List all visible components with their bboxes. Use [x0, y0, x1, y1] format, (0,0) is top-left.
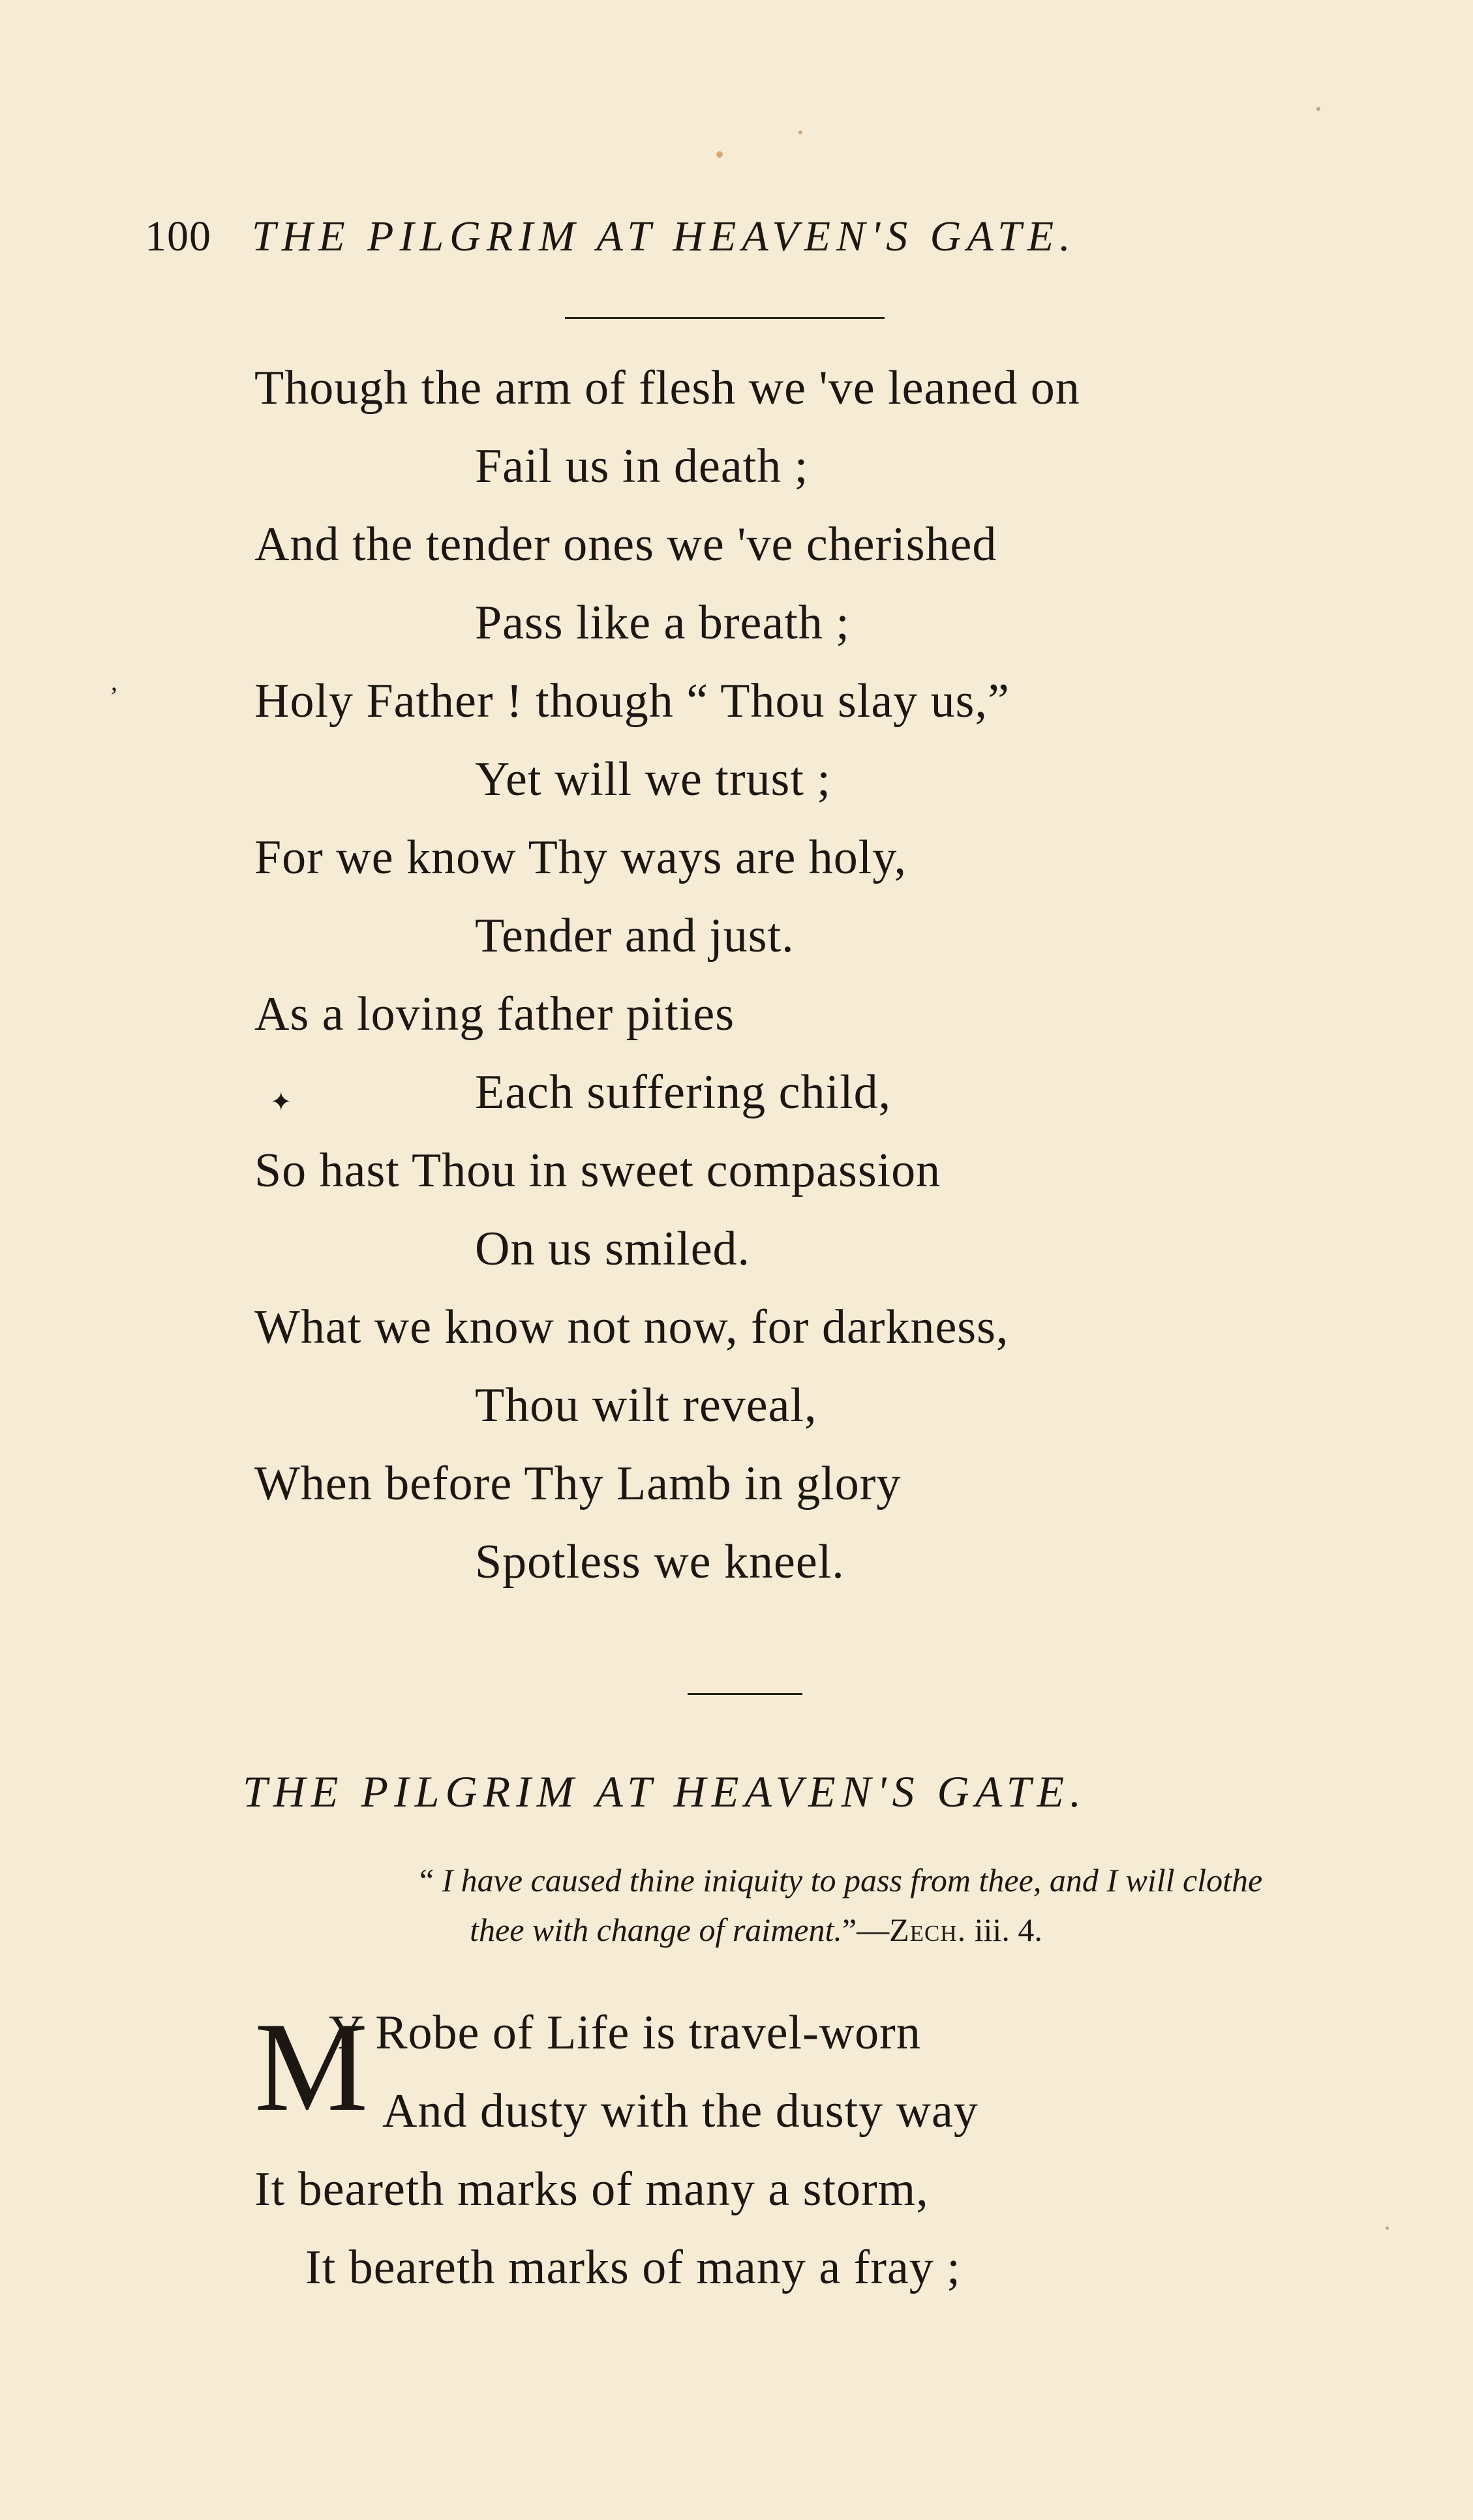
- verse-line: And the tender ones we 've cherished: [254, 518, 997, 571]
- poem-title: THE PILGRIM AT HEAVEN'S GATE.: [243, 1767, 1087, 1816]
- verse-line: Holy Father ! though “ Thou slay us,”: [254, 674, 1010, 728]
- running-title: THE PILGRIM AT HEAVEN'S GATE.: [252, 213, 1076, 260]
- verse-line: Though the arm of flesh we 've leaned on: [254, 361, 1080, 415]
- header-rule: [565, 317, 885, 319]
- margin-mark: ’: [110, 682, 119, 711]
- epigraph-source: Zech.: [889, 1912, 967, 1948]
- verse-line: Tender and just.: [475, 909, 795, 963]
- epigraph-text: I have caused thine iniquity to pass from thee, and I will clothe: [442, 1862, 1263, 1898]
- verse-line: On us smiled.: [475, 1222, 751, 1276]
- verse-line: So hast Thou in sweet compassion: [254, 1144, 941, 1197]
- verse-line: Spotless we kneel.: [475, 1535, 845, 1589]
- verse-line: It beareth marks of many a storm,: [254, 2163, 929, 2216]
- verse-line: Y Robe of Life is travel-worn: [329, 2006, 921, 2060]
- verse-line: Each suffering child,: [475, 1066, 892, 1119]
- verse-line: When before Thy Lamb in glory: [254, 1457, 902, 1510]
- epigraph-line: [20, 1907, 1473, 1953]
- verse-line: It beareth marks of many a fray ;: [305, 2241, 961, 2294]
- verse-line: Yet will we trust ;: [475, 753, 831, 806]
- epigraph-close: ”—: [842, 1912, 890, 1948]
- verse-line: Fail us in death ;: [475, 440, 809, 493]
- epigraph-reference: iii. 4.: [966, 1912, 1042, 1948]
- epigraph-open-quote: “: [419, 1862, 434, 1898]
- epigraph-line: [104, 1857, 1473, 1903]
- margin-mark: ✦: [270, 1087, 292, 1117]
- paper-speck: [1386, 2227, 1389, 2230]
- paper-speck: [1316, 107, 1320, 111]
- drop-cap: M: [254, 1996, 369, 2138]
- page-header: [145, 207, 1076, 266]
- paper-speck: [716, 151, 723, 158]
- verse-line: Pass like a breath ;: [475, 596, 850, 650]
- verse-line: For we know Thy ways are holy,: [254, 831, 907, 884]
- verse-line: As a loving father pities: [254, 987, 735, 1041]
- page-number: 100: [145, 213, 211, 260]
- verse-line: And dusty with the dusty way: [382, 2084, 979, 2138]
- epigraph-text: thee with change of raiment.: [470, 1912, 842, 1948]
- section-divider: [688, 1693, 802, 1695]
- verse-line: What we know not now, for darkness,: [254, 1300, 1009, 1354]
- verse-line: Thou wilt reveal,: [475, 1379, 817, 1432]
- paper-speck: [798, 130, 802, 134]
